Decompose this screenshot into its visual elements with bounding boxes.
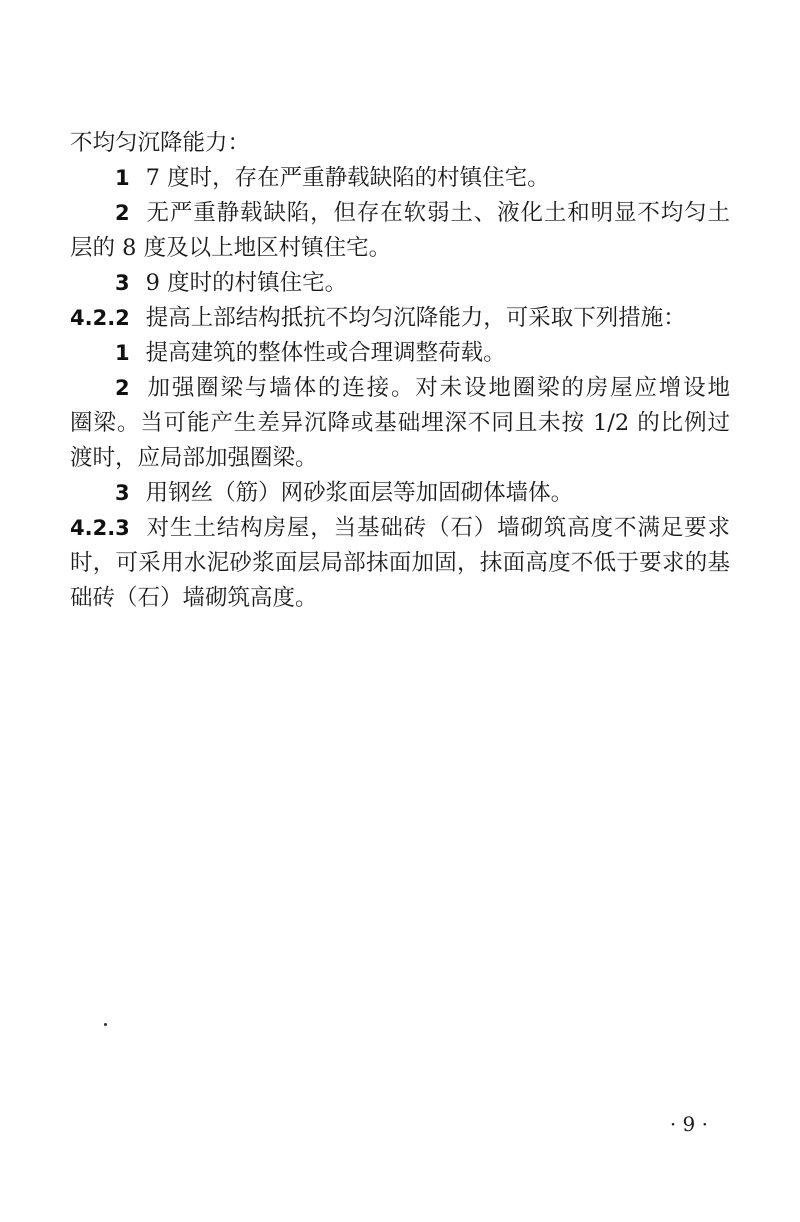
section-text: 提高上部结构抵抗不均匀沉降能力，可采取下列措施：: [145, 305, 686, 331]
list-item: [70, 371, 730, 406]
item-text: 圈梁。当可能产生差异沉降或基础埋深不同且未按 1/2 的比例过: [70, 410, 730, 436]
list-item: [70, 476, 730, 511]
item-number: 3: [115, 481, 130, 505]
item-text: 用钢丝（筋）网砂浆面层等加固砌体墙体。: [145, 480, 574, 506]
list-item: [70, 161, 730, 196]
item-text: 渡时，应局部加强圈梁。: [70, 445, 318, 471]
section-number: 4.2.2: [70, 306, 130, 330]
item-text: 无严重静载缺陷，但存在软弱土、液化土和明显不均匀土: [145, 200, 730, 226]
list-item-continuation: [70, 441, 730, 476]
item-text: 提高建筑的整体性或合理调整荷载。: [145, 340, 506, 366]
item-number: 3: [115, 271, 130, 295]
item-number: 2: [115, 201, 130, 225]
section-text: 础砖（石）墙砌筑高度。: [70, 585, 318, 611]
intro-line: [70, 126, 730, 161]
item-text: 7 度时，存在严重静载缺陷的村镇住宅。: [145, 165, 550, 191]
list-item: [70, 336, 730, 371]
page-number: · 9 ·: [669, 1112, 708, 1136]
list-item-continuation: [70, 231, 730, 266]
item-number: 1: [115, 341, 130, 365]
item-number: 2: [115, 376, 130, 400]
section-continuation: [70, 581, 730, 616]
list-item: [70, 196, 730, 231]
section-4-2-3: [70, 511, 730, 546]
section-4-2-2: [70, 301, 730, 336]
section-text: 对生土结构房屋，当基础砖（石）墙砌筑高度不满足要求: [145, 515, 730, 541]
section-number: 4.2.3: [70, 516, 130, 540]
item-text: 9 度时的村镇住宅。: [145, 270, 348, 296]
item-text: 层的 8 度及以上地区村镇住宅。: [70, 235, 392, 261]
scan-speck: [104, 1023, 107, 1026]
intro-text: 不均匀沉降能力：: [70, 130, 251, 156]
item-number: 1: [115, 166, 130, 190]
section-continuation: [70, 546, 730, 581]
list-item: [70, 266, 730, 301]
list-item-continuation: [70, 406, 730, 441]
document-body: [70, 126, 730, 616]
section-text: 时，可采用水泥砂浆面层局部抹面加固，抹面高度不低于要求的基: [70, 550, 730, 576]
item-text: 加强圈梁与墙体的连接。对未设地圈梁的房屋应增设地: [145, 375, 730, 401]
